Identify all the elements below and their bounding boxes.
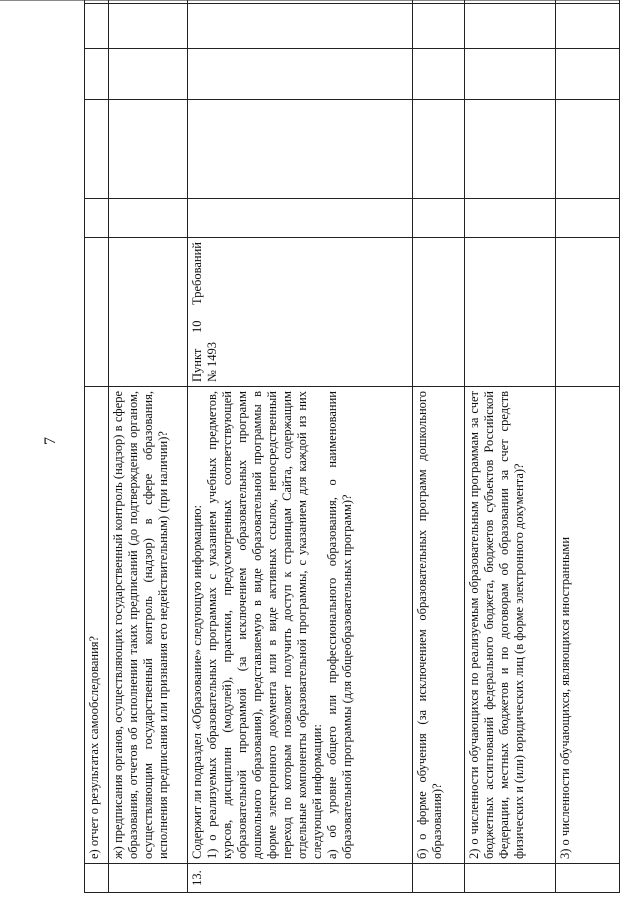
source-order-number: № 1493: [204, 341, 219, 382]
source-cell: [555, 238, 619, 387]
blank-cell: [187, 0, 412, 4]
blank-cell: [187, 100, 412, 199]
table-row: [555, 0, 619, 893]
source-clause-number: 10: [189, 320, 204, 334]
blank-cell: [187, 49, 412, 100]
question-cell: 2) о численности обучающихся по реализуемым образовательным программам за счет бюджетных ассигнований федерального бюджета, бюджетов субъектов Российской Федерации, местных бюджетов и по договорам об образовании за счет средств физических и (или) юридических лиц (в форме электронного документа)?: [465, 387, 556, 864]
table-row: [109, 0, 187, 893]
table-row: [465, 0, 556, 893]
row-number: [555, 864, 619, 893]
source-cell: [412, 238, 464, 387]
blank-cell: [85, 199, 109, 238]
blank-cell: [555, 49, 619, 100]
blank-cell: [555, 199, 619, 238]
rotated-checklist-table: [84, 63, 620, 893]
row-number: [109, 864, 187, 893]
source-cell: [109, 238, 187, 387]
table-row: [85, 0, 109, 893]
question-cell: е) отчет о результатах самообследования?: [85, 387, 109, 864]
blank-cell: [109, 100, 187, 199]
blank-cell: [412, 4, 464, 49]
question-cell: б) о форме обучения (за исключением образовательных программ дошкольного образования)?: [412, 387, 464, 864]
blank-cell: [412, 0, 464, 4]
question-intro: Содержит ли подраздел «Образование» следующую информацию:: [189, 504, 204, 859]
blank-cell: [465, 49, 556, 100]
row-number: [465, 864, 556, 893]
blank-cell: [85, 0, 109, 4]
blank-cell: [85, 49, 109, 100]
blank-cell: [412, 49, 464, 100]
question-cell: [187, 387, 412, 864]
row-number: [85, 864, 109, 893]
row-number: [412, 864, 464, 893]
page-number: 7: [42, 437, 59, 445]
blank-cell: [555, 100, 619, 199]
checklist-table: [84, 0, 620, 893]
blank-cell: [109, 49, 187, 100]
blank-cell: [85, 4, 109, 49]
source-line-1: [190, 242, 205, 382]
question-cell: ж) предписания органов, осуществляющих государственный контроль (надзор) в сфере образования, отчетов об исполнении таких предписаний (до подтверждения органом, осуществляющим государственный контроль (надзор) в сфере образования, исполнения предписания или признания его недействительным) (при наличии)?: [109, 387, 187, 864]
blank-cell: [109, 199, 187, 238]
blank-cell: [465, 100, 556, 199]
table-row: [412, 0, 464, 893]
blank-cell: [412, 100, 464, 199]
blank-cell: [465, 199, 556, 238]
source-word-requirements: Требований: [189, 242, 204, 305]
table-row: [187, 0, 412, 893]
blank-cell: [555, 4, 619, 49]
blank-cell: [109, 4, 187, 49]
question-item-1: 1) о реализуемых образовательных программах с указанием учебных предметов, курсов, дисциплин (модулей), практики, предусмотренных соответствующей образовательной программой (за исключением образовательных программ дошкольного образования), представляемую в виде образовательной программы в форме электронного документа или в виде активных ссылок, непосредственный переход по которым позволяет получить доступ к страницам Сайта, содержащим отдельные компоненты образовательной программы, с указанием для каждой из них следующей информации:: [204, 391, 324, 859]
question-cell: 3) о численности обучающихся, являющихся иностранными: [555, 387, 619, 864]
source-cell: [465, 238, 556, 387]
blank-cell: [187, 4, 412, 49]
blank-cell: [465, 4, 556, 49]
blank-cell: [85, 100, 109, 199]
question-item-a: а) об уровне общего или профессионального образования, о наименовании образовательной программы (для общеобразовательных программ)?: [324, 391, 354, 859]
blank-cell: [187, 199, 412, 238]
blank-cell: [555, 0, 619, 4]
blank-cell: [109, 0, 187, 4]
blank-cell: [465, 0, 556, 4]
source-word-punkt: Пункт: [189, 348, 204, 382]
source-cell: [187, 238, 412, 387]
row-number: 13.: [187, 864, 412, 893]
blank-cell: [412, 199, 464, 238]
source-cell: [85, 238, 109, 387]
